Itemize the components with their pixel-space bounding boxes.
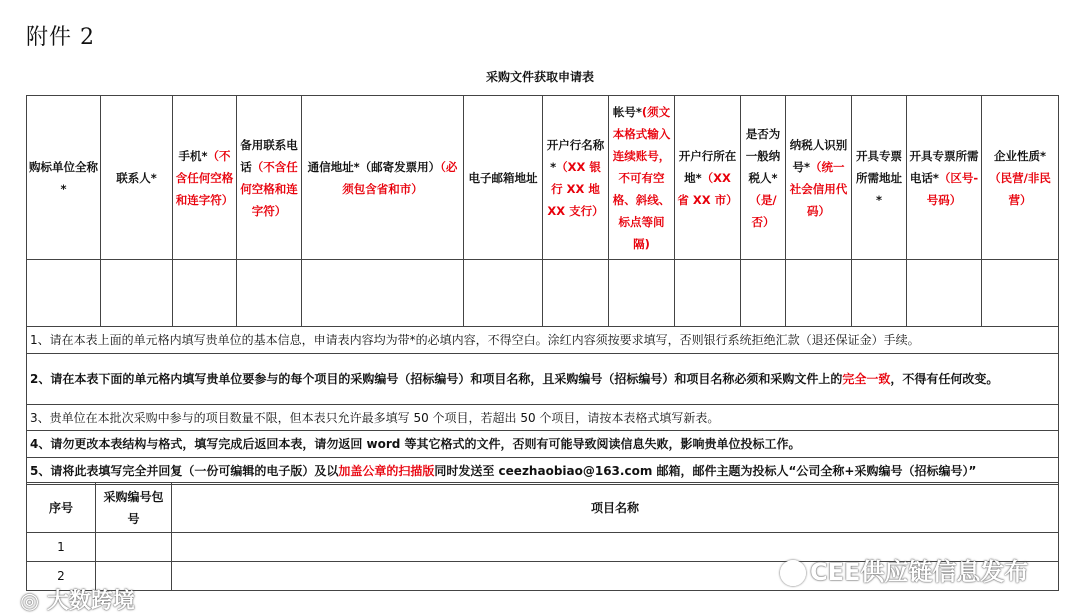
header-cell-general-taxpayer: 是否为一般纳税人*（是/否） (741, 96, 786, 260)
header-cell-backup-phone: 备用联系电话（不含任何空格和连字符） (237, 96, 302, 260)
attachment-label: 附件 2 (26, 25, 95, 50)
input-cell-invoice-phone[interactable] (907, 260, 982, 327)
header-cell-contact: 联系人* (101, 96, 173, 260)
input-cell-email[interactable] (464, 260, 543, 327)
input-cell-address[interactable] (302, 260, 464, 327)
project-header-row (27, 483, 1059, 533)
input-cell-mobile[interactable] (173, 260, 237, 327)
input-cell-contact[interactable] (101, 260, 173, 327)
form-title: 采购文件获取申请表 (485, 70, 594, 84)
header-cell-company: 购标单位全称* (27, 96, 101, 260)
note-row-3 (27, 405, 1059, 431)
application-table (26, 95, 1059, 485)
col-procurement-code: 采购编号包号 (96, 483, 172, 533)
weibo-icon: ◎ (20, 589, 47, 614)
input-cell-general-taxpayer[interactable] (741, 260, 786, 327)
row-serial-number: 1 (27, 533, 96, 562)
header-cell-enterprise-type: 企业性质*（民营/非民营） (982, 96, 1059, 260)
corner-watermark: ◎ 大数跨境 (20, 589, 135, 614)
header-cell-invoice-phone: 开具专票所需电话*（区号-号码） (907, 96, 982, 260)
header-row (27, 96, 1059, 260)
header-cell-invoice-address: 开具专票所需地址* (852, 96, 907, 260)
input-cell-account[interactable] (609, 260, 675, 327)
input-cell-bank-name[interactable] (543, 260, 609, 327)
col-project-name: 项目名称 (172, 483, 1059, 533)
input-cell-enterprise-type[interactable] (982, 260, 1059, 327)
row-procurement-code[interactable] (96, 533, 172, 562)
header-cell-address: 通信地址*（邮寄发票用）（必须包含省和市） (302, 96, 464, 260)
note-row-4 (27, 431, 1059, 458)
header-cell-tax-id: 纳税人识别号*（统一社会信用代码） (786, 96, 852, 260)
row-serial-number: 2 (27, 562, 96, 591)
header-cell-bank-location: 开户行所在地*（XX 省 XX 市） (675, 96, 741, 260)
input-cell-backup-phone[interactable] (237, 260, 302, 327)
input-cell-invoice-address[interactable] (852, 260, 907, 327)
input-cell-bank-location[interactable] (675, 260, 741, 327)
wechat-watermark: CEE供应链信息发布 (780, 552, 1028, 587)
note-row-5 (27, 458, 1059, 485)
col-serial-number: 序号 (27, 483, 96, 533)
note-row-1 (27, 327, 1059, 354)
header-cell-email: 电子邮箱地址 (464, 96, 543, 260)
wechat-icon (780, 560, 806, 586)
note-1: 1、请在本表上面的单元格内填写贵单位的基本信息，申请表内容均为带*的必填内容，不得空白。涂红内容须按要求填写，否则银行系统拒绝汇款（退还保证金）手续。 (27, 327, 1059, 354)
header-cell-bank-name: 开户行名称*（XX 银行 XX 地 XX 支行） (543, 96, 609, 260)
note-3: 3、贵单位在本批次采购中参与的项目数量不限，但本表只允许最多填写 50 个项目，若超出 50 个项目，请按本表格式填写新表。 (27, 405, 1059, 431)
input-cell-tax-id[interactable] (786, 260, 852, 327)
note-5: 5、请将此表填写完全并回复（一份可编辑的电子版）及以加盖公章的扫描版同时发送至 ceezhaobiao@163.com 邮箱，邮件主题为投标人“公司全称+采购编号（招标编号）” (27, 458, 1059, 485)
header-cell-mobile: 手机*（不含任何空格和连字符） (173, 96, 237, 260)
input-cell-company[interactable] (27, 260, 101, 327)
header-cell-account: 帐号*(须文本格式输入连续账号，不可有空格、斜线、标点等间隔) (609, 96, 675, 260)
note-4: 4、请勿更改本表结构与格式，填写完成后返回本表，请勿返回 word 等其它格式的文件，否则有可能导致阅读信息失败，影响贵单位投标工作。 (27, 431, 1059, 458)
note-2: 2、请在本表下面的单元格内填写贵单位要参与的每个项目的采购编号（招标编号）和项目名称，且采购编号（招标编号）和项目名称必须和采购文件上的完全一致，不得有任何改变。 (27, 354, 1059, 405)
input-row (27, 260, 1059, 327)
note-row-2 (27, 354, 1059, 405)
